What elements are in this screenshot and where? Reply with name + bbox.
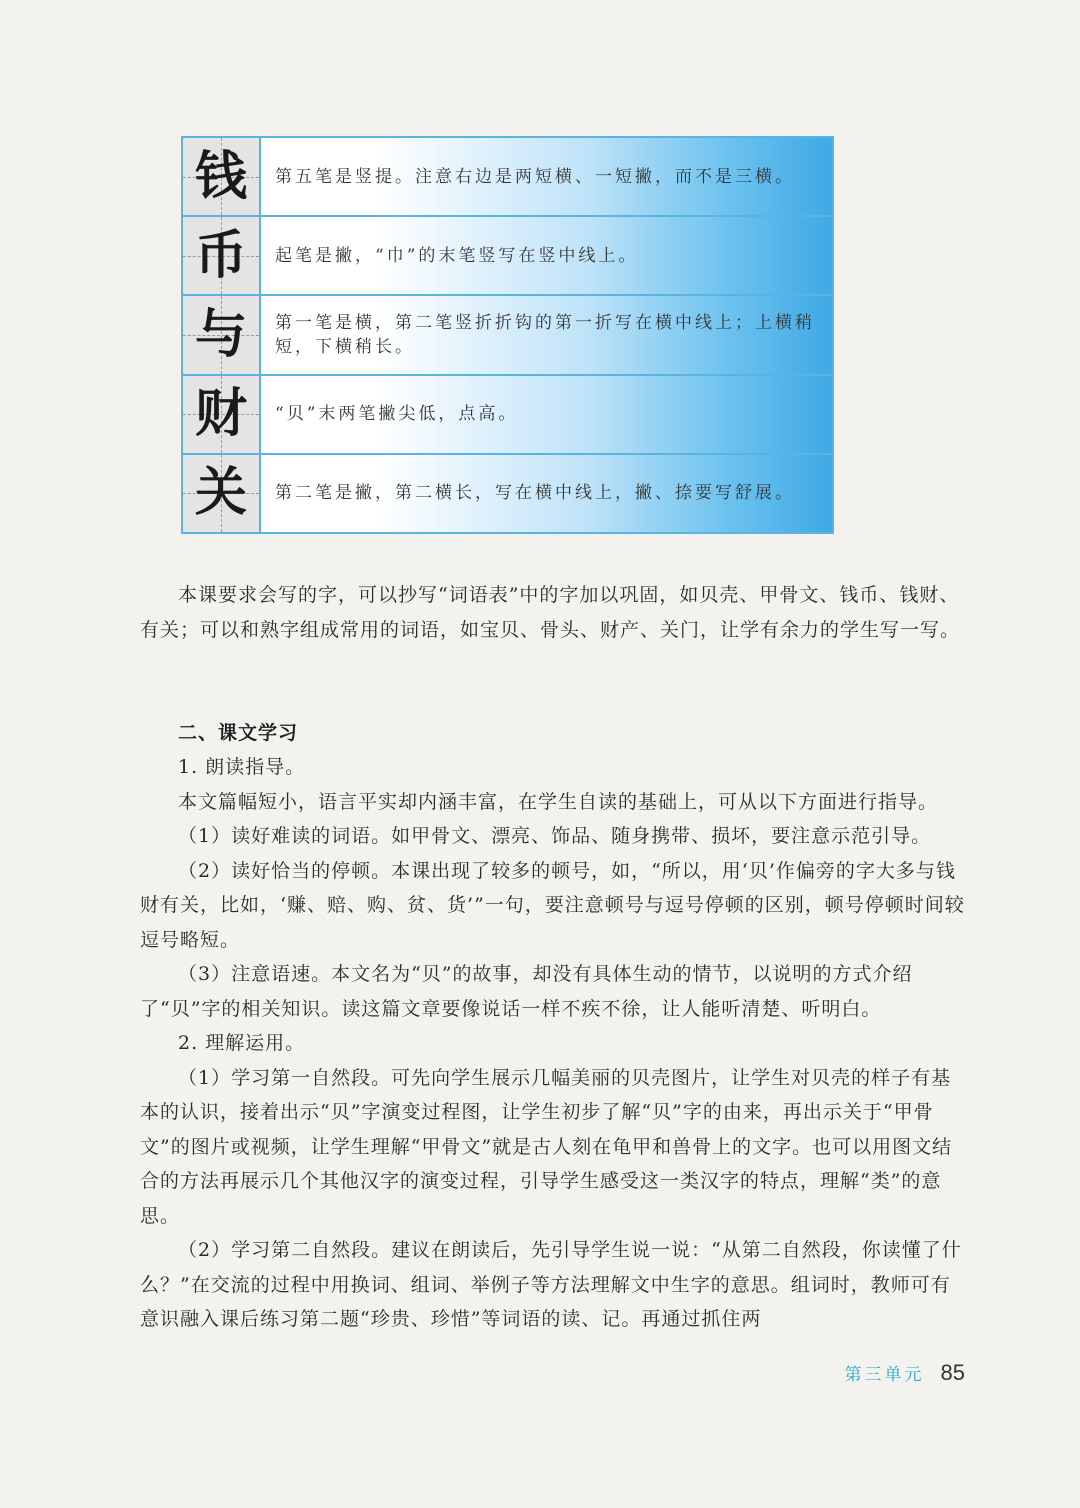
- paragraph: （3）注意语速。本文名为“贝”的故事，却没有具体生动的情节，以说明的方式介绍了“贝”字的相关知识。读这篇文章要像说话一样不疾不徐，让人能听清楚、听明白。: [140, 963, 913, 1020]
- page-footer: [845, 1360, 965, 1386]
- page-number: 85: [940, 1360, 965, 1385]
- intro-paragraph: 本课要求会写的字，可以抄写“词语表”中的字加以巩固，如贝壳、甲骨文、钱币、钱财、有关；可以和熟字组成常用的词语，如宝贝、骨头、财产、关门，让学有余力的学生写一写。: [140, 584, 961, 641]
- char-note: 第五笔是竖提。注意右边是两短横、一短撇，而不是三横。: [275, 166, 795, 187]
- char-grid-cell: [183, 217, 261, 294]
- char-note: “贝”末两笔撇尖低，点高。: [275, 404, 519, 425]
- char-grid-cell: [183, 138, 261, 215]
- char-grid-cell: [183, 455, 261, 532]
- char-row-bi: [183, 217, 832, 296]
- char-row-guan: [183, 455, 832, 532]
- char-glyph: 币: [194, 224, 247, 286]
- paragraph: （2）学习第二自然段。建议在朗读后，先引导学生说一说：“从第二自然段，你读懂了什么？”在交流的过程中用换词、组词、举例子等方法理解文中生字的意思。组词时，教师可有意识融入课后练习第二题“珍贵、珍惜”等词语的读、记。再通过抓住两: [140, 1239, 962, 1330]
- char-grid-cell: [183, 296, 261, 373]
- char-row-qian: [183, 138, 832, 217]
- sub-heading-understanding: 2. 理解运用。: [178, 1032, 306, 1054]
- char-row-cai: [183, 376, 832, 455]
- paragraph: （2）读好恰当的停顿。本课出现了较多的顿号，如，“所以，用‘贝’作偏旁的字大多与钱财有关，比如，‘赚、赔、购、贫、货’”一句，要注意顿号与逗号停顿的区别，顿号停顿时间较逗号略短。: [140, 859, 965, 951]
- char-note: 第二笔是撇，第二横长，写在横中线上，撇、捺要写舒展。: [275, 483, 795, 504]
- char-glyph: 钱: [194, 145, 247, 207]
- char-row-yu: [183, 296, 832, 375]
- char-grid-cell: [183, 376, 261, 453]
- intro-block: [140, 578, 965, 647]
- char-note: 起笔是撇，“巾”的末笔竖写在竖中线上。: [275, 245, 639, 266]
- paragraph: （1）读好难读的词语。如甲骨文、漂亮、饰品、随身携带、损坏，要注意示范引导。: [178, 825, 932, 847]
- lesson-study-section: [140, 716, 965, 1337]
- unit-label: 第三单元: [844, 1365, 925, 1385]
- paragraph: 本文篇幅短小，语言平实却内涵丰富，在学生自读的基础上，可从以下方面进行指导。: [178, 790, 939, 813]
- section-heading: 二、课文学习: [178, 722, 299, 744]
- char-glyph: 与: [194, 304, 247, 365]
- char-glyph: 财: [194, 383, 247, 445]
- sub-heading-reading: 1. 朗读指导。: [178, 756, 306, 778]
- paragraph: （1）学习第一自然段。可先向学生展示几幅美丽的贝壳图片，让学生对贝壳的样子有基本的认识，接着出示“贝”字演变过程图，让学生初步了解“贝”字的由来，再出示关于“甲骨文”的图片或视频，让学生理解“甲骨文”就是古人刻在龟甲和兽骨上的文字。也可以用图文结合的方法再展示几个其他汉字的演变过程，引导学生感受这一类汉字的特点，理解“类”的意思。: [140, 1066, 953, 1227]
- character-writing-table: [181, 136, 834, 534]
- char-note: 第一笔是横，第二笔竖折折钩的第一折写在横中线上；上横稍短，下横稍长。: [275, 313, 815, 357]
- char-glyph: 关: [194, 462, 247, 524]
